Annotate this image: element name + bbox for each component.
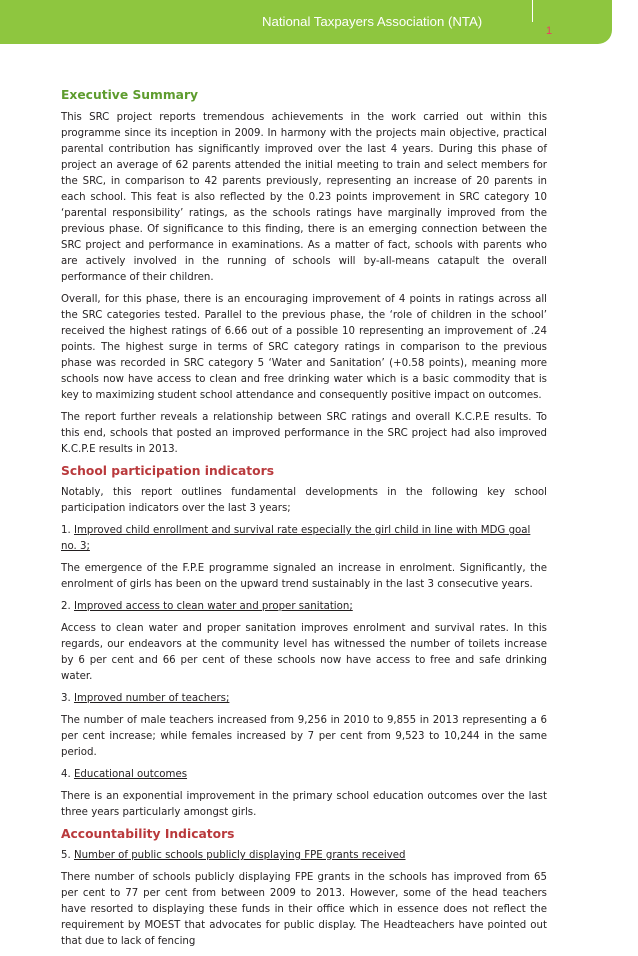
executive-summary-heading: Executive Summary xyxy=(61,88,199,102)
participation-intro: Notably, this report outlines fundamental developments in the following key school participation indicators over the last 3 years; xyxy=(61,487,547,514)
page-number: 1 xyxy=(546,25,553,37)
executive-summary-paragraph-3: The report further reveals a relationship between SRC ratings and overall K.C.P.E results. To this end, schools that posted an improved performance in the SRC project had also improved K.C.P.E results in 2013. xyxy=(61,412,547,455)
indicator-2-body: Access to clean water and proper sanitation improves enrolment and survival rates. In this regards, our endeavors at the community level has witnessed the number of toilets increase by 6 per cent and 66 per cent of these schools now have access to free and safe drinking water. xyxy=(61,623,547,682)
indicator-3-title: 3. Improved number of teachers; xyxy=(61,693,230,704)
indicator-1-body: The emergence of the F.P.E programme signaled an increase in enrolment. Significantly, the enrolment of girls has been on the upward trend sustainably in the last 3 consecutive years. xyxy=(61,563,547,590)
participation-heading: School participation indicators xyxy=(61,464,275,478)
document-body xyxy=(61,88,547,956)
indicator-4-body: There is an exponential improvement in the primary school education outcomes over the last three years particularly amongst girls. xyxy=(61,791,547,818)
executive-summary-paragraph-1: This SRC project reports tremendous achievements in the work carried out within this programme since its inception in 2009. In harmony with the projects main objective, practical parental contribution has significantly improved over the last 4 years. During this phase of project an average of 62 parents attended the initial meeting to train and select members for the SRC, in comparison to 42 parents previously, representing an increase of 20 parents in each school. This feat is also reflected by the 0.23 points improvement in SRC category 10 ‘parental responsibility’ ratings, as the schools ratings have marginally improved from the previous phase. Of significance to this finding, there is an emerging connection between the SRC project and performance in examinations. As a matter of fact, schools with parents who are actively involved in the running of schools will by-all-means catapult the overall performance of their children. xyxy=(61,112,547,283)
indicator-2-title: 2. Improved access to clean water and proper sanitation; xyxy=(61,601,353,612)
indicator-3-label: Improved number of teachers; xyxy=(73,693,230,704)
indicator-5-label: Number of public schools publicly displaying FPE grants received xyxy=(73,850,406,861)
indicator-3-body: The number of male teachers increased from 9,256 in 2010 to 9,855 in 2013 representing a 6 per cent increase; while females increased by 7 per cent from 9,523 to 10,244 in the same period. xyxy=(61,715,547,758)
indicator-5-title: 5. Number of public schools publicly displaying FPE grants received xyxy=(61,850,406,861)
indicator-4-title: 4. Educational outcomes xyxy=(61,769,188,780)
header-title: National Taxpayers Association (NTA) xyxy=(262,14,483,29)
indicator-2-label: Improved access to clean water and proper sanitation; xyxy=(73,601,353,612)
indicator-5-body: There number of schools publicly displaying FPE grants in the schools has improved from 65 per cent to 77 per cent from between 2009 to 2013. However, some of the head teachers have resorted to displaying these funds in their office which in essence does not reflect the requirement by MOEST that advocates for public display. The Headteachers have pointed out that due to lack of fencing xyxy=(61,872,547,947)
indicator-4-label: Educational outcomes xyxy=(73,769,188,780)
header-divider xyxy=(532,0,533,22)
executive-summary-paragraph-2: Overall, for this phase, there is an encouraging improvement of 4 points in ratings across all the SRC categories tested. Parallel to the previous phase, the ‘role of children in the school’ received the highest ratings of 6.66 out of a possible 10 representing an improvement of .24 points. The highest surge in terms of SRC category ratings in comparison to the previous phase was recorded in SRC category 5 ‘Water and Sanitation’ (+0.58 points), meaning more schools now have access to clean and free drinking water which is a basic commodity that is key to maximizing student school attendance and consequently positive impact on outcomes. xyxy=(61,294,547,401)
indicator-1-label: Improved child enrollment and survival rate especially the girl child in line with MDG goal no. 3; xyxy=(61,525,531,552)
indicator-1-title: 1. Improved child enrollment and survival rate especially the girl child in line with MDG goal no. 3; xyxy=(61,525,531,552)
accountability-heading: Accountability Indicators xyxy=(61,827,235,841)
